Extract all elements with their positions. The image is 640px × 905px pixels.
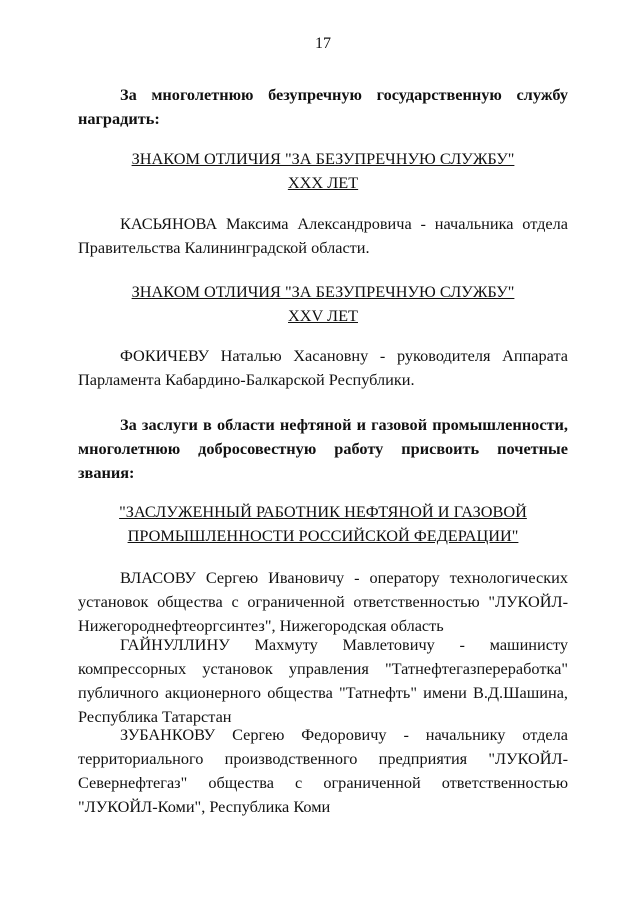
award-recipient (78, 212, 568, 260)
award-intro (78, 83, 568, 131)
honorary-intro-line: многолетнюю добросовестную работу присвоить почетные (78, 439, 568, 458)
award-title (78, 147, 568, 195)
honorary-title (78, 500, 568, 548)
page-number: 17 (315, 35, 331, 52)
award-title-line: ЗНАКОМ ОТЛИЧИЯ "ЗА БЕЗУПРЕЧНУЮ СЛУЖБУ" (131, 149, 515, 168)
recipient-line: компрессорных установок управления "Татнефтегазпереработка" (78, 659, 568, 678)
recipient-line: установок общества с ограниченной ответственностью "ЛУКОЙЛ- (78, 592, 568, 611)
honorary-recipient (78, 566, 568, 638)
honorary-intro-line: За заслуги в области нефтяной и газовой промышленности, (120, 415, 568, 434)
award-title-line: XXX ЛЕТ (287, 173, 359, 192)
recipient-line: "ЛУКОЙЛ-Коми", Республика Коми (78, 797, 331, 816)
recipient-line: ФОКИЧЕВУ Наталью Хасановну - руководителя Аппарата (120, 346, 568, 365)
recipient-line: территориального производственного предприятия "ЛУКОЙЛ- (78, 749, 568, 768)
honorary-title-intro (78, 413, 568, 485)
recipient-line: Республика Татарстан (78, 707, 232, 726)
recipient-line: Севернефтегаз" общества с ограниченной ответственностью (78, 773, 568, 792)
award-title (78, 280, 568, 328)
award-recipient (78, 344, 568, 392)
honorary-intro-line: звания: (78, 463, 135, 482)
honorary-recipient (78, 723, 568, 819)
recipient-line: ЗУБАНКОВУ Сергею Федоровичу - начальнику отдела (120, 725, 568, 744)
recipient-line: ГАЙНУЛЛИНУ Махмуту Мавлетовичу - машинисту (120, 635, 568, 654)
award-title-line: ЗНАКОМ ОТЛИЧИЯ "ЗА БЕЗУПРЕЧНУЮ СЛУЖБУ" (131, 282, 515, 301)
recipient-line: ВЛАСОВУ Сергею Ивановичу - оператору технологических (120, 568, 568, 587)
recipient-line: Нижегороднефтеоргсинтез", Нижегородская область (78, 616, 444, 635)
award-intro-line: За многолетнюю безупречную государственную службу (120, 85, 568, 104)
recipient-line: Парламента Кабардино-Балкарской Республики. (78, 370, 415, 389)
recipient-line: КАСЬЯНОВА Максима Александровича - начальника отдела (120, 214, 568, 233)
honorary-recipient (78, 633, 568, 729)
recipient-line: публичного акционерного общества "Татнефть" имени В.Д.Шашина, (78, 683, 568, 702)
honorary-title-line: ПРОМЫШЛЕННОСТИ РОССИЙСКОЙ ФЕДЕРАЦИИ" (127, 526, 519, 545)
honorary-title-line: "ЗАСЛУЖЕННЫЙ РАБОТНИК НЕФТЯНОЙ И ГАЗОВОЙ (119, 502, 527, 521)
recipient-line: Правительства Калининградской области. (78, 238, 370, 257)
award-intro-line: наградить: (78, 109, 160, 128)
award-title-line: XXV ЛЕТ (288, 306, 358, 325)
